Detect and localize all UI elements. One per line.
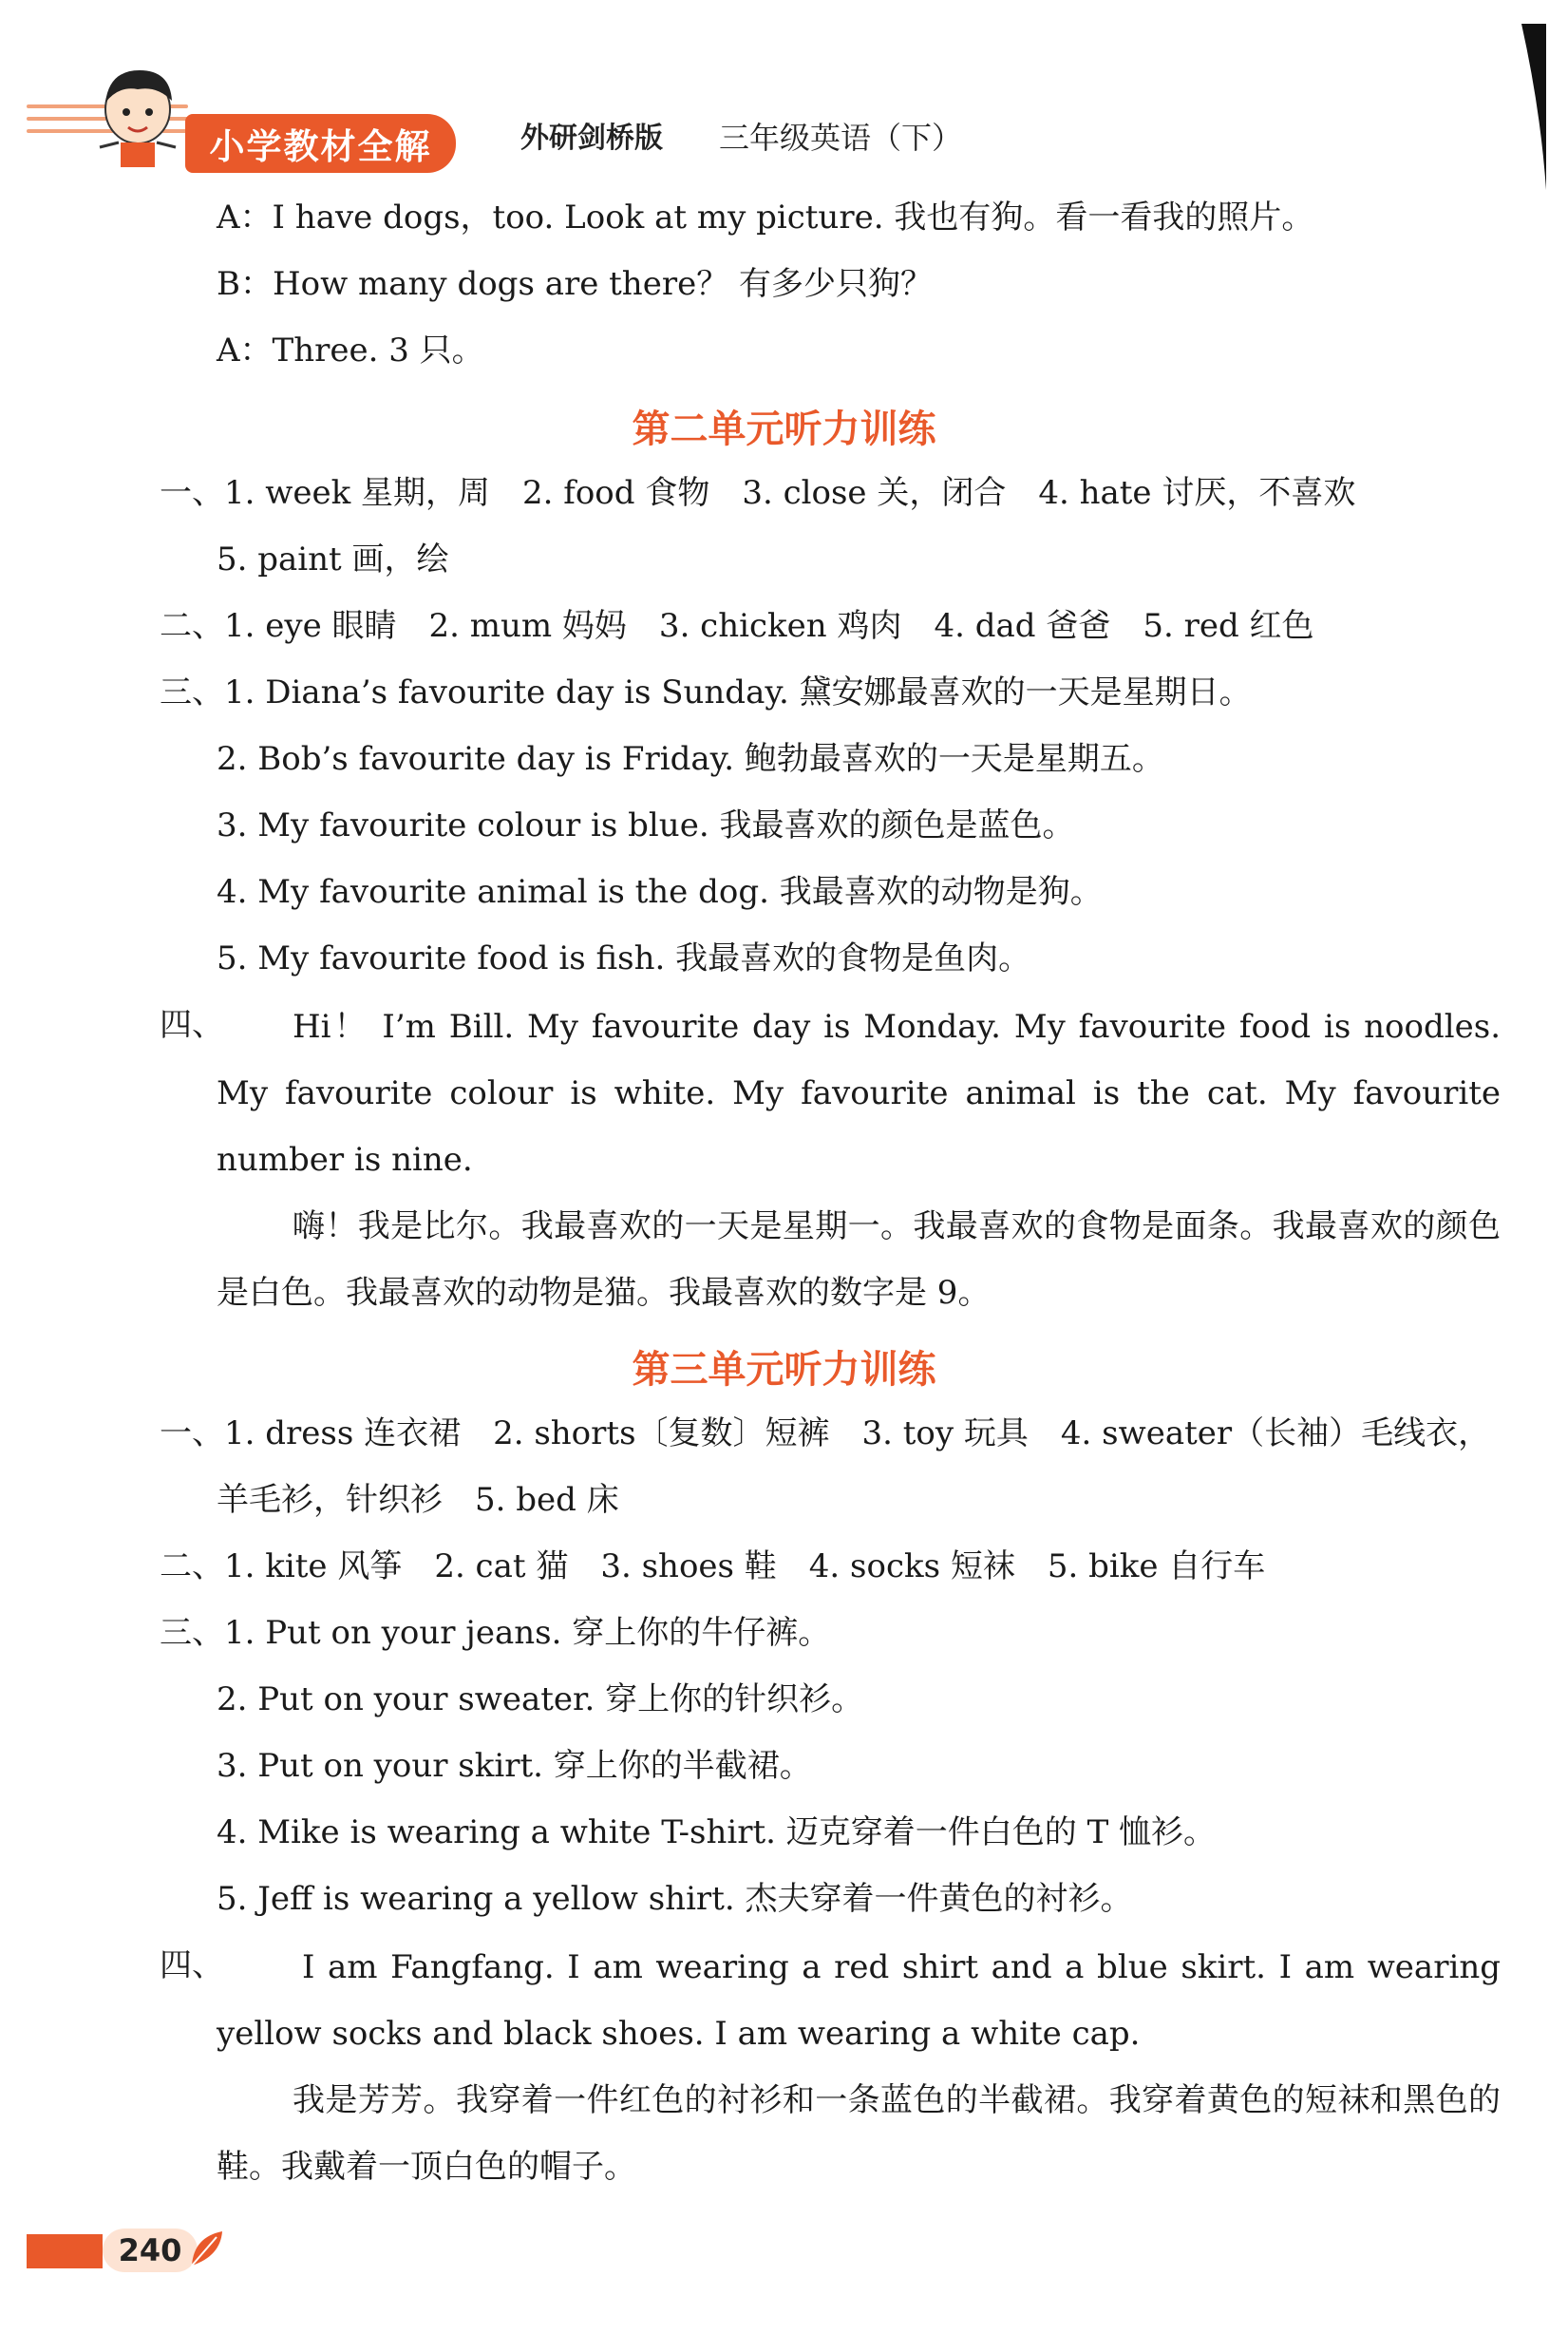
subject-label: 三年级英语（下） bbox=[719, 120, 963, 156]
brand-title: 小学教材全解 bbox=[209, 126, 432, 167]
unit3-section1-line1: 一、1. dress 连衣裙 2. shorts〔复数〕短裤 3. toy 玩具 4. sweater（长袖）毛线衣， bbox=[160, 1414, 1491, 1452]
unit3-section3-item: 2. Put on your sweater. 穿上你的针织衫。 bbox=[217, 1680, 864, 1718]
dialogue-line: A：Three. 3 只。 bbox=[217, 332, 484, 370]
unit2-section1-line2: 5. paint 画，绘 bbox=[217, 541, 449, 579]
page-number: 240 bbox=[103, 2229, 198, 2272]
unit2-section2: 二、1. eye 眼睛 2. mum 妈妈 3. chicken 鸡肉 4. dad 爸爸 5. red 红色 bbox=[160, 607, 1314, 645]
unit2-section4-chinese: 嗨！我是比尔。我最喜欢的一天是星期一。我最喜欢的食物是面条。我最喜欢的颜色是白色。我最喜欢的动物是猫。我最喜欢的数字是 9。 bbox=[217, 1207, 1501, 1312]
corner-mark-icon bbox=[1520, 24, 1548, 190]
unit2-section3-item: 三、1. Diana’s favourite day is Sunday. 黛安娜最喜欢的一天是星期日。 bbox=[160, 673, 1252, 711]
unit3-section3-item: 5. Jeff is wearing a yellow shirt. 杰夫穿着一件黄色的衬衫。 bbox=[217, 1880, 1133, 1918]
unit2-section4-label: 四、 bbox=[160, 1006, 224, 1044]
footer-bar bbox=[27, 2234, 103, 2268]
unit2-title: 第二单元听力训练 bbox=[632, 408, 936, 451]
unit2-section3-item: 5. My favourite food is fish. 我最喜欢的食物是鱼肉。 bbox=[217, 939, 1031, 977]
brand-banner bbox=[185, 114, 456, 173]
dialogue-line: B：How many dogs are there？ 有多少只狗？ bbox=[217, 265, 934, 303]
unit2-section3-item: 2. Bob’s favourite day is Friday. 鲍勃最喜欢的一天是星期五。 bbox=[217, 740, 1164, 778]
unit2-section1-line1: 一、1. week 星期，周 2. food 食物 3. close 关，闭合 4. hate 讨厌，不喜欢 bbox=[160, 474, 1356, 512]
unit3-section4-chinese: 我是芳芳。我穿着一件红色的衬衫和一条蓝色的半截裙。我穿着黄色的短袜和黑色的鞋。我戴着一顶白色的帽子。 bbox=[217, 2081, 1501, 2186]
unit3-section4-label: 四、 bbox=[160, 1946, 224, 1984]
unit3-title: 第三单元听力训练 bbox=[632, 1348, 936, 1392]
unit3-section4-english: I am Fangfang. I am wearing a red shirt and a blue skirt. I am wearing yellow socks and black shoes. I am wearing a white cap. bbox=[217, 1948, 1501, 2053]
unit2-section4-english: Hi！ I’m Bill. My favourite day is Monday. My favourite food is noodles. My favourite colour is white. My favourite animal is the cat. My favourite number is nine. bbox=[217, 1008, 1501, 1179]
unit3-section3-item: 4. Mike is wearing a white T-shirt. 迈克穿着一件白色的 T 恤衫。 bbox=[217, 1813, 1217, 1851]
unit2-section3-item: 3. My favourite colour is blue. 我最喜欢的颜色是蓝色。 bbox=[217, 806, 1075, 844]
unit3-section3-item: 三、1. Put on your jeans. 穿上你的牛仔裤。 bbox=[160, 1614, 831, 1652]
unit3-section2: 二、1. kite 风筝 2. cat 猫 3. shoes 鞋 4. socks 短袜 5. bike 自行车 bbox=[160, 1547, 1266, 1585]
leaf-icon bbox=[188, 2228, 226, 2269]
dialogue-line: A：I have dogs，too. Look at my picture. 我也有狗。看一看我的照片。 bbox=[217, 199, 1314, 237]
edition-label: 外研剑桥版 bbox=[520, 122, 663, 155]
unit2-section3-item: 4. My favourite animal is the dog. 我最喜欢的动物是狗。 bbox=[217, 873, 1103, 911]
unit3-section3-item: 3. Put on your skirt. 穿上你的半截裙。 bbox=[217, 1747, 812, 1785]
unit3-section1-line2: 羊毛衫，针织衫 5. bed 床 bbox=[217, 1481, 619, 1519]
